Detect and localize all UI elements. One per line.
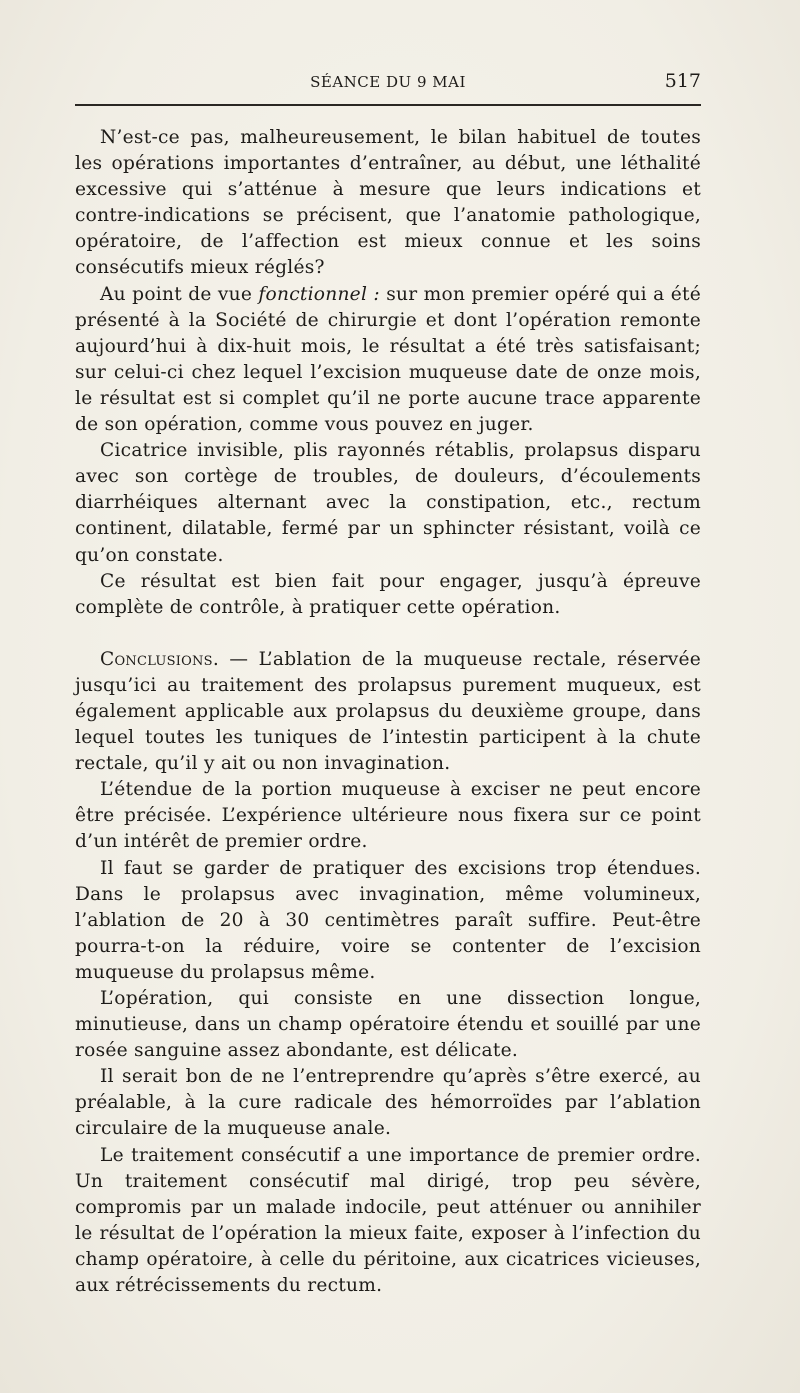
paragraph-8: L’opération, qui consiste en une dissection longue, minutieuse, dans un champ opératoire étendu et souillé par une rosée sanguine assez abondante, est délicate.	[75, 988, 701, 1062]
paragraph-1: N’est-ce pas, malheureusement, le bilan habituel de toutes les opérations importantes d’entraîner, au début, une léthalité excessive qui s’atténue à mesure que leurs indications et contre-indications se précisent, que l’anatomie pathologique, opératoire, de l’affection est mieux connue et les soins consécutifs mieux réglés?	[75, 127, 701, 279]
body-text	[75, 125, 701, 1299]
paragraph-6: L’étendue de la portion muqueuse à exciser ne peut encore être précisée. L’expérience ultérieure nous fixera sur ce point d’un intérêt de premier ordre.	[75, 779, 701, 853]
page-number: 517	[664, 70, 701, 92]
paragraph-9: Il serait bon de ne l’entreprendre qu’après s’être exercé, au préalable, à la cure radicale des hémorroïdes par l’ablation circulaire de la muqueuse anale.	[75, 1066, 701, 1140]
paragraph-2-italic: fonctionnel :	[258, 283, 380, 305]
paragraph-4: Ce résultat est bien fait pour engager, jusqu’à épreuve complète de contrôle, à pratiquer cette opération.	[75, 570, 701, 618]
paragraph-5-rest: — L’ablation de la muqueuse rectale, réservée jusqu’ici au traitement des prolapsus purement muqueux, est également applicable aux prolapsus du deuxième groupe, dans lequel toutes les tuniques de l’intestin participent à la chute rectale, qu’il y ait ou non invagination.	[75, 648, 701, 775]
page-header	[75, 66, 701, 98]
paragraph-2-rest: sur mon premier opéré qui a été présenté à la Société de chirurgie et dont l’opération remonte aujourd’hui à dix-huit mois, le résultat a été très satisfaisant; sur celui-ci chez lequel l’excision muqueuse date de onze mois, le résultat est si complet qu’il ne porte aucune trace apparente de son opération, comme vous pouvez en juger.	[75, 283, 701, 436]
running-title: SÉANCE DU 9 MAI	[310, 73, 466, 91]
paragraph-2	[75, 282, 701, 439]
paragraph-3: Cicatrice invisible, plis rayonnés rétablis, prolapsus disparu avec son cortège de troubles, de douleurs, d’écoulements diarrhéiques alternant avec la constipation, etc., rectum continent, dilatable, fermé par un sphincter résistant, voilà ce qu’on constate.	[75, 440, 701, 566]
header-rule	[75, 104, 701, 106]
paragraph-10: Le traitement consécutif a une importance de premier ordre. Un traitement consécutif mal dirigé, trop peu sévère, compromis par un malade indocile, peut atténuer ou annihiler le résultat de l’opération la mieux faite, exposer à l’infection du champ opératoire, à celle du péritoine, aux cicatrices vicieuses, aux rétrécissements du rectum.	[75, 1144, 701, 1297]
paragraph-7: Il faut se garder de pratiquer des excisions trop étendues. Dans le prolapsus avec invagination, même volumineux, l’ablation de 20 à 30 centimètres paraît suffire. Peut-être pourra-t-on la réduire, voire se contenter de l’excision muqueuse du prolapsus même.	[75, 857, 701, 983]
conclusions-heading: Conclusions.	[100, 648, 219, 670]
paragraph-2-lead: Au point de vue	[100, 283, 259, 305]
paragraph-5	[75, 647, 701, 777]
